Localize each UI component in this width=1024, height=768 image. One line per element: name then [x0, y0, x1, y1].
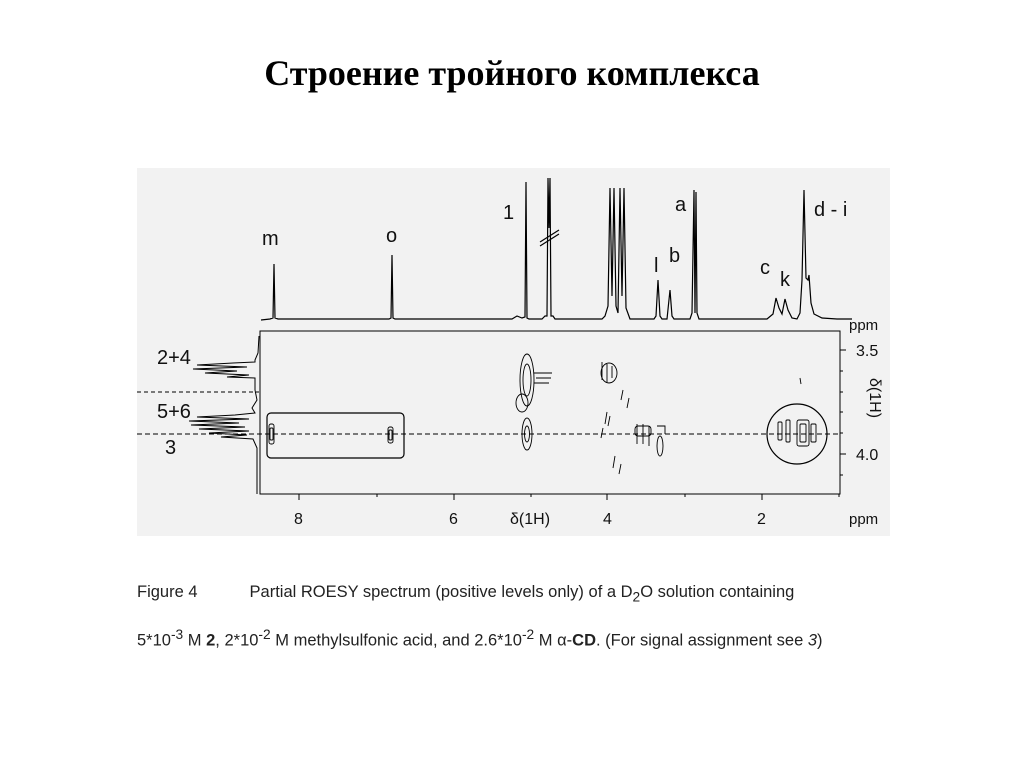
figure-label: Figure 4 — [137, 583, 198, 601]
peak-label-a: a — [675, 194, 687, 216]
cross-peaks — [269, 354, 816, 474]
caption-superscript: -2 — [521, 627, 535, 642]
caption-text: M — [534, 631, 558, 650]
peak-label-d-i: d - i — [814, 199, 848, 221]
caption-text: ) — [817, 631, 823, 650]
caption-text: Partial ROESY spectrum (positive levels only) of a D — [249, 583, 633, 601]
left-label-3: 3 — [165, 437, 177, 459]
caption-text: . (For signal assignment see — [596, 631, 808, 650]
caption-text: α- — [557, 631, 573, 650]
caption-superscript: -3 — [170, 627, 184, 642]
top-axis-unit: ppm — [849, 317, 879, 334]
peak-label-m: m — [262, 228, 279, 250]
caption-subscript: 2 — [632, 589, 641, 605]
peak-label-l: l — [654, 255, 659, 277]
figure-caption-line-1 — [137, 583, 937, 604]
left-label-5-6: 5+6 — [157, 401, 191, 423]
caption-italic: 3 — [807, 631, 818, 650]
y-tick-4-0: 4.0 — [856, 447, 879, 464]
figure-caption-line-2 — [137, 627, 937, 651]
left-label-2-4: 2+4 — [157, 347, 191, 369]
caption-text: O solution containing — [640, 583, 795, 601]
y-axis-label: δ(1H) — [866, 378, 883, 419]
x-tick-2: 2 — [757, 511, 766, 528]
1d-spectrum-trace — [261, 178, 852, 320]
x-axis-label: δ(1H) — [510, 511, 551, 528]
caption-bold: CD — [572, 631, 597, 650]
peak-label-o: o — [386, 225, 398, 247]
caption-text: M methylsulfonic acid, and 2.6*10 — [270, 631, 522, 650]
left-projection-trace — [189, 336, 259, 494]
caption-text: M — [183, 631, 207, 650]
y-tick-3-5: 3.5 — [856, 343, 879, 360]
peak-label-c: c — [760, 257, 770, 279]
slide-title: Строение тройного комплекса — [264, 53, 760, 93]
caption-bold: 2 — [206, 631, 216, 650]
x-axis-ticks — [299, 494, 839, 500]
caption-text: 5*10 — [137, 631, 171, 650]
peak-label-b: b — [669, 245, 681, 267]
caption-text: , 2*10 — [215, 631, 259, 650]
x-tick-6: 6 — [449, 511, 458, 528]
y-axis-ticks — [840, 350, 846, 475]
roesy-spectrum-figure — [137, 168, 890, 536]
peak-label-k: k — [780, 269, 790, 291]
x-tick-4: 4 — [603, 511, 612, 528]
highlight-box-aromatic — [267, 413, 404, 458]
peak-label-1: 1 — [503, 202, 515, 224]
y-axis-unit: ppm — [849, 511, 879, 528]
x-tick-8: 8 — [294, 511, 303, 528]
caption-superscript: -2 — [258, 627, 271, 642]
